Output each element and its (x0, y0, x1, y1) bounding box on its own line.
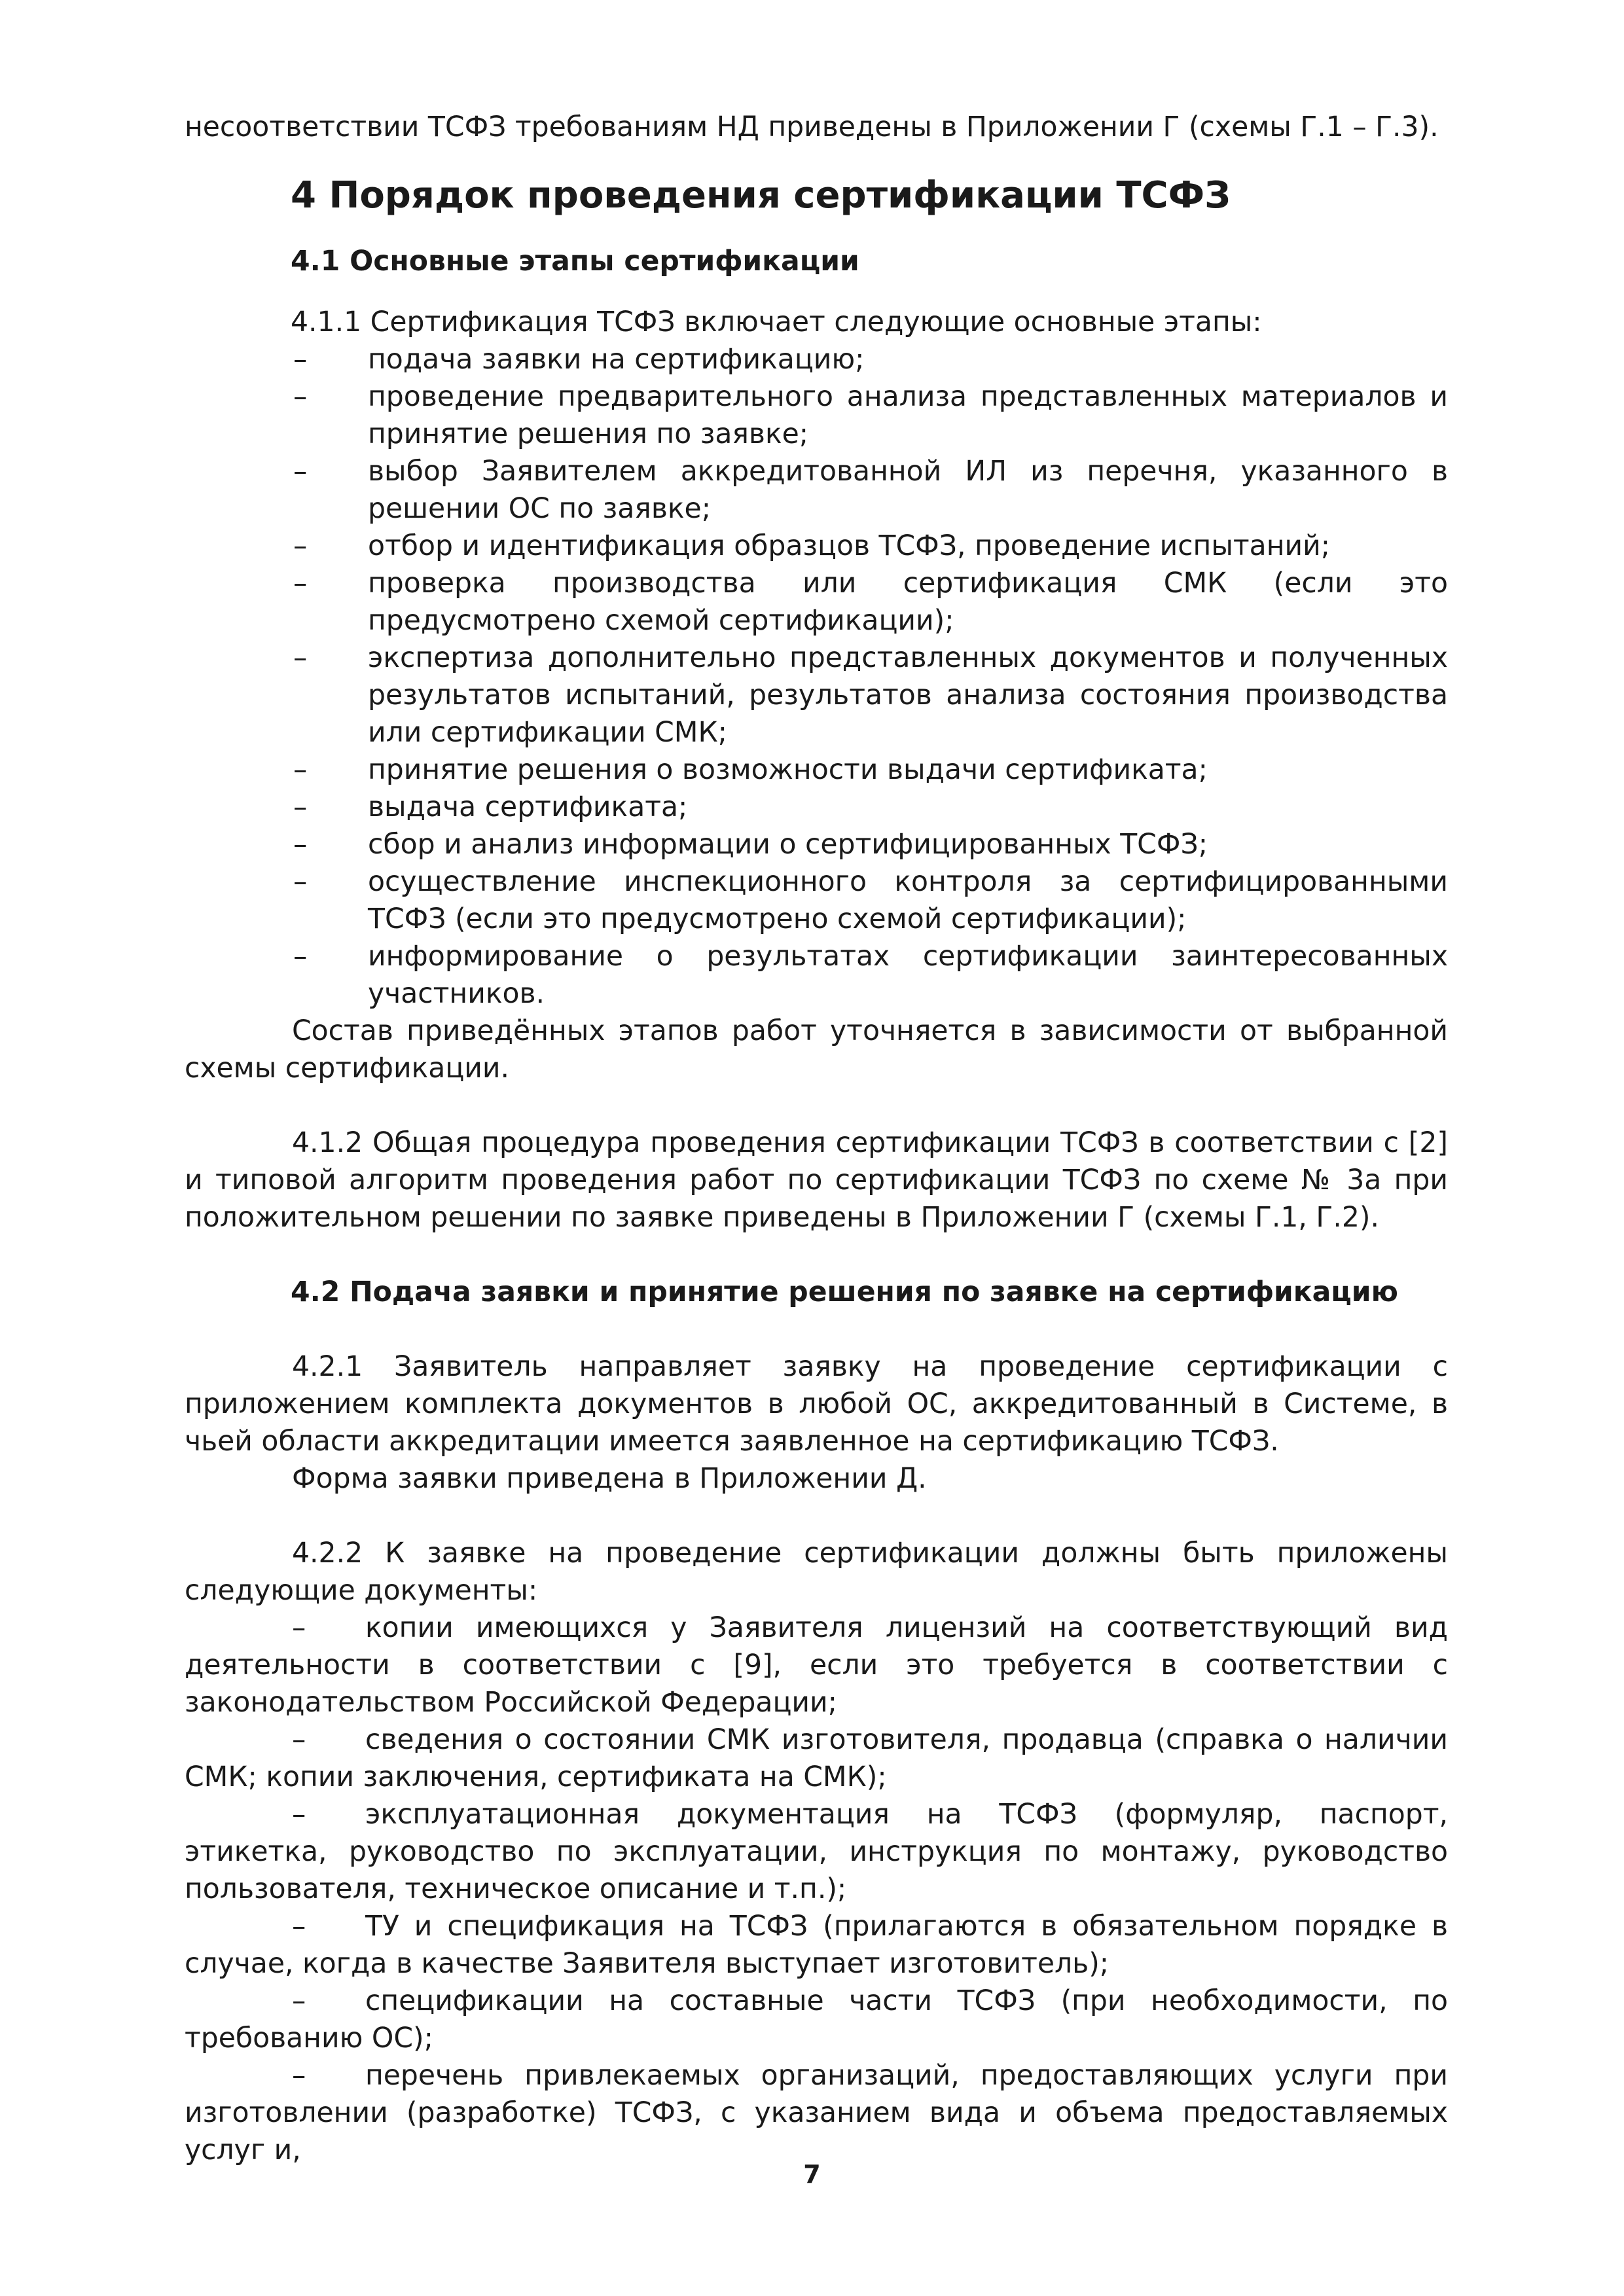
section-4-title: 4 Порядок проведения сертификации ТСФЗ (291, 174, 1231, 217)
list-item: – копии имеющихся у Заявителя лицензий на соответствующий вид деятельности в соответствии с [9], если это требуется в соответствии с законодательством Российской Федерации; (185, 1612, 1448, 1719)
page-number: 7 (803, 2160, 821, 2189)
p-4-1-2: 4.1.2 Общая процедура проведения сертификации ТСФЗ в соответствии с [2] и типовой алгоритм проведения работ по сертификации ТСФЗ по схеме № 3а при положительном решении по заявке приведены в Приложении Г (схемы Г.1, Г.2). (185, 1127, 1448, 1234)
list-item: – эксплуатационная документация на ТСФЗ (формуляр, паспорт, этикетка, руководство по эксплуатации, инструкция по монтажу, руководство пользователя, техническое описание и т.п.); (185, 1799, 1448, 1905)
list-item: – проверка производства или сертификация СМК (если это предусмотрено схемой сертификации); (293, 567, 1448, 637)
stages-note: Состав приведённых этапов работ уточняется в зависимости от выбранной схемы сертификации. (185, 1015, 1448, 1085)
section-4-1-title: 4.1 Основные этапы сертификации (291, 245, 859, 278)
list-item: – проведение предварительного анализа представленных материалов и принятие решения по заявке; (293, 381, 1448, 450)
list-item: – спецификации на составные части ТСФЗ (при необходимости, по требованию ОС); (185, 1985, 1448, 2054)
list-item: – сведения о состоянии СМК изготовителя, продавца (справка о наличии СМК; копии заключения, сертификата на СМК); (185, 1724, 1448, 1793)
list-item: – отбор и идентификация образцов ТСФЗ, проведение испытаний; (293, 530, 1331, 562)
list-item: – ТУ и спецификация на ТСФЗ (прилагаются в обязательном порядке в случае, когда в качестве Заявителя выступает изготовитель); (185, 1910, 1448, 1980)
list-item: – сбор и анализ информации о сертифицированных ТСФЗ; (293, 829, 1208, 861)
p-4-2-1-form: Форма заявки приведена в Приложении Д. (292, 1463, 927, 1495)
top-line: несоответствии ТСФЗ требованиям НД приведены в Приложении Г (схемы Г.1 – Г.3). (185, 111, 1439, 143)
list-item: – принятие решения о возможности выдачи сертификата; (293, 754, 1208, 786)
documents-list (185, 1609, 1448, 2169)
list-item: – выбор Заявителем аккредитованной ИЛ из перечня, указанного в решении ОС по заявке; (293, 456, 1448, 525)
section-4-2-title: 4.2 Подача заявки и принятие решения по заявке на сертификацию (291, 1276, 1398, 1308)
list-item: – информирование о результатах сертификации заинтересованных участников. (293, 941, 1448, 1010)
p-4-2-2-intro: 4.2.2 К заявке на проведение сертификации должны быть приложены следующие документы: (185, 1537, 1448, 1607)
list-item: – экспертиза дополнительно представленных документов и полученных результатов испытаний, результатов анализа состояния производства или сертификации СМК; (293, 642, 1448, 749)
stages-list (185, 341, 1448, 1013)
list-item: – подача заявки на сертификацию; (293, 344, 865, 376)
list-item: – осуществление инспекционного контроля за сертифицированными ТСФЗ (если это предусмотрено схемой сертификации); (293, 866, 1448, 935)
list-item: – выдача сертификата; (293, 791, 688, 823)
p-4-1-1-intro: 4.1.1 Сертификация ТСФЗ включает следующие основные этапы: (291, 306, 1262, 338)
list-item: – перечень привлекаемых организаций, предоставляющих услуги при изготовлении (разработке) ТСФЗ, с указанием вида и объема предоставляемых услуг и, (185, 2060, 1448, 2166)
document-page (185, 109, 1448, 2169)
p-4-2-1: 4.2.1 Заявитель направляет заявку на проведение сертификации с приложением комплекта документов в любой ОС, аккредитованный в Системе, в чьей области аккредитации имеется заявленное на сертификацию ТСФЗ. (185, 1351, 1448, 1458)
